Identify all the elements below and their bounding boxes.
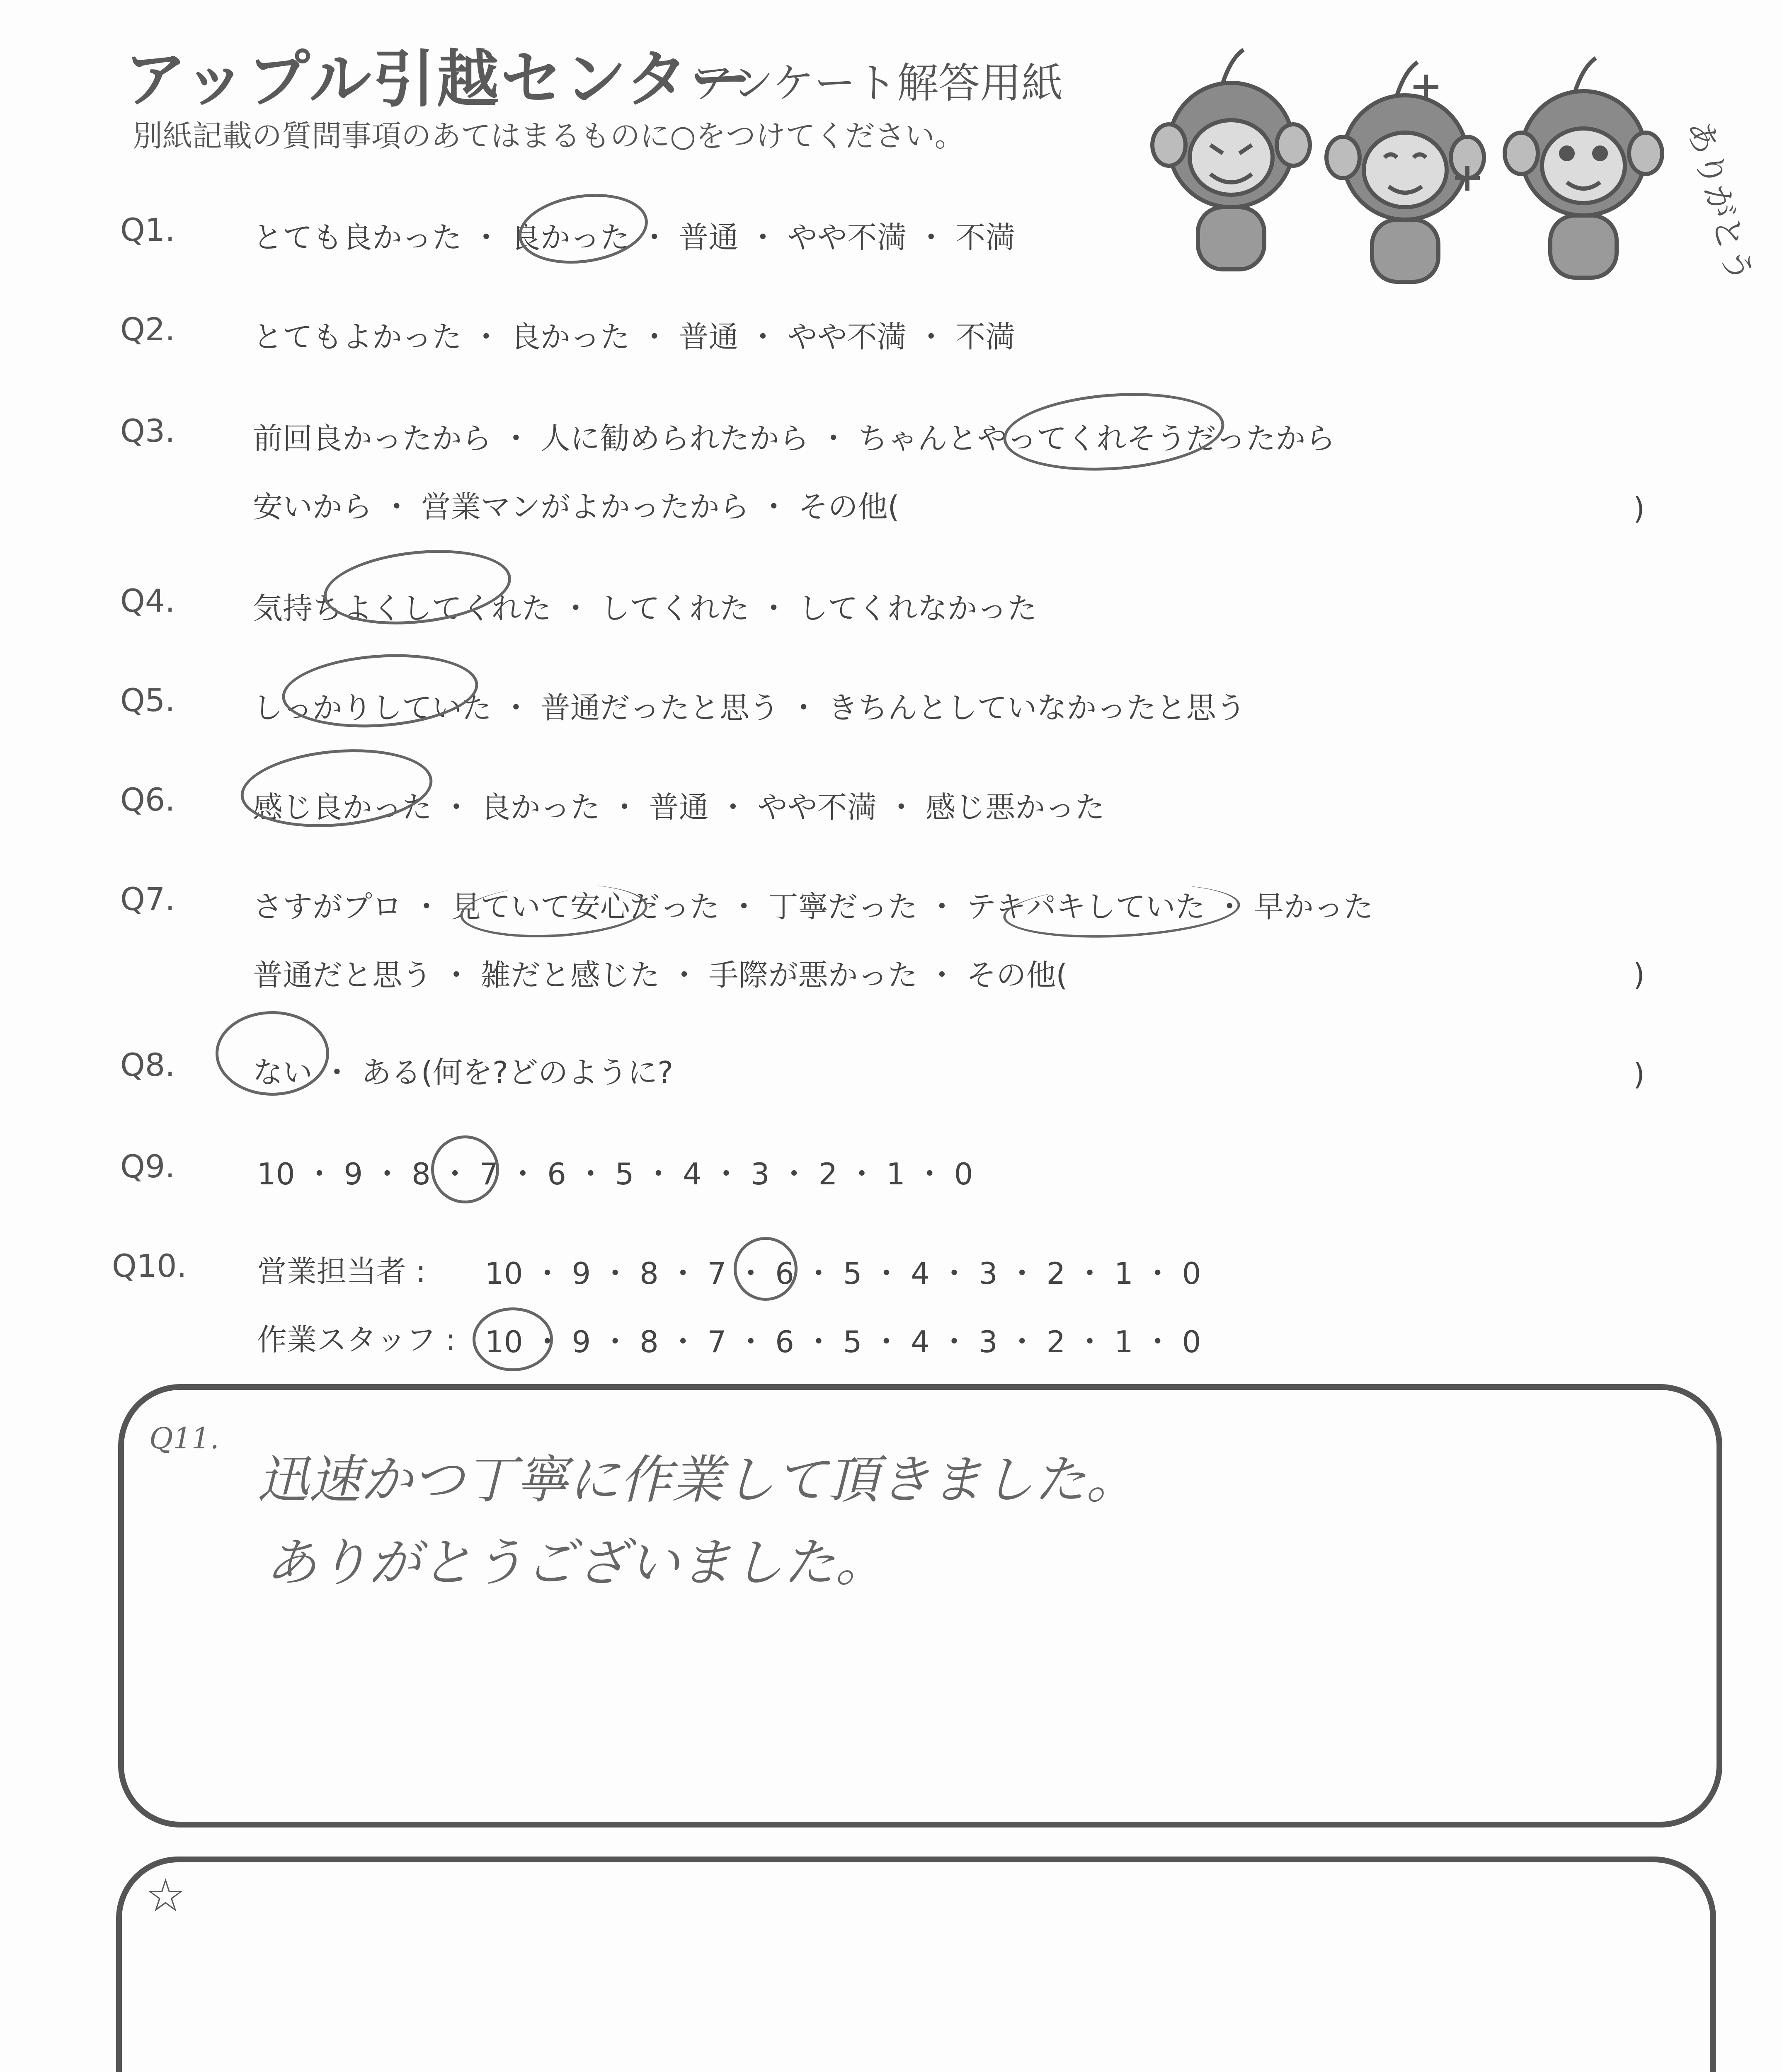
q1-options: とても良かった ・ 良かった ・ 普通 ・ やや不満 ・ 不満 [253,220,1016,255]
q3-close-paren: ) [1633,491,1645,526]
q3-label: Q3. [120,412,175,449]
q9-scale: 10 ・ 9 ・ 8 ・ 7 ・ 6 ・ 5 ・ 4 ・ 3 ・ 2 ・ 1 ・ 0 [257,1157,973,1191]
form-subtitle: アンケート解答用紙 [692,59,1063,107]
star-icon: ☆ [145,1869,186,1922]
q10-staff-scale: 10 ・ 9 ・ 8 ・ 7 ・ 6 ・ 5 ・ 4 ・ 3 ・ 2 ・ 1 ・ 0 [485,1324,1201,1359]
mascot-illustration [1140,41,1760,290]
q3-options-line1: 前回良かったから ・ 人に勧められたから ・ ちゃんとやってくれそうだったから [253,421,1336,456]
monkey-icon [1505,58,1662,278]
q9-label: Q9. [120,1148,175,1185]
q1-label: Q1. [120,211,175,248]
star-comment-box [116,1857,1716,2072]
q10-label: Q10. [112,1247,187,1284]
instruction-text: 別紙記載の質問事項のあてはまるものに○をつけてください。 [133,119,965,153]
monkey-icon [1152,50,1310,269]
mascot-thanks-text: ありがとう [1679,116,1760,287]
q7-options-line2: 普通だと思う ・ 雑だと感じた ・ 手際が悪かった ・ その他( [253,958,1068,992]
q4-label: Q4. [120,582,175,619]
q11-comment-line2: ありがとうございました。 [265,1533,887,1593]
q4-options: 気持ちよくしてくれた ・ してくれた ・ してくれなかった [253,591,1037,626]
answer-circle [431,1135,499,1203]
q8-options: ない ・ ある(何を?どのように? [253,1055,674,1090]
q11-label: Q11. [149,1421,219,1455]
q6-label: Q6. [120,781,175,818]
q10-sales-scale: 10 ・ 9 ・ 8 ・ 7 ・ 6 ・ 5 ・ 4 ・ 3 ・ 2 ・ 1 ・ 0 [485,1256,1201,1291]
q5-label: Q5. [120,682,175,719]
q3-options-line2: 安いから ・ 営業マンがよかったから ・ その他( [253,489,899,524]
answer-circle [514,186,652,271]
q2-options: とてもよかった ・ 良かった ・ 普通 ・ やや不満 ・ 不満 [253,320,1016,354]
q7-options-line1: さすがプロ ・ 見ていて安心だった ・ 丁寧だった ・ テキパキしていた ・ 早かった [253,889,1374,924]
q2-label: Q2. [120,311,175,348]
q10-sales-label: 営業担当者 : [257,1254,426,1289]
q7-label: Q7. [120,881,175,917]
q10-staff-label: 作業スタッフ : [257,1322,456,1357]
answer-circle [473,1307,553,1371]
q6-options: 感じ良かった ・ 良かった ・ 普通 ・ やや不満 ・ 感じ悪かった [253,790,1105,825]
answer-circle [734,1237,798,1301]
q8-close-paren: ) [1633,1057,1645,1092]
q7-close-paren: ) [1633,957,1645,992]
answer-circle [216,1011,329,1096]
answer-circle [1001,386,1227,478]
form-title: アップル引越センター [124,44,754,116]
q5-options: しっかりしていた ・ 普通だったと思う ・ きちんとしていなかったと思う [253,690,1246,725]
monkey-icon [1326,62,1484,282]
q8-label: Q8. [120,1046,175,1083]
q11-comment-line1: 迅速かつ丁寧に作業して頂きました。 [257,1450,1138,1510]
